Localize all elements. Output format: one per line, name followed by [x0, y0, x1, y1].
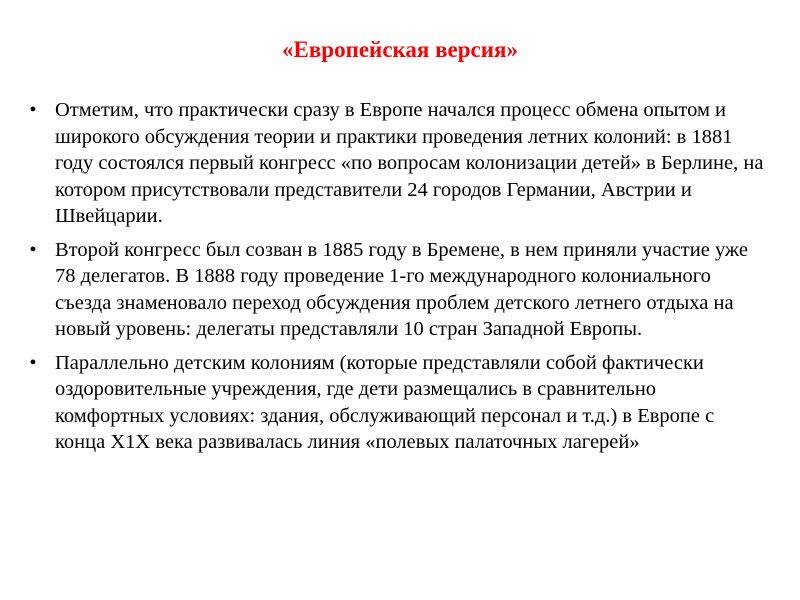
bullet-dot-icon: • [29, 99, 37, 121]
bullet-text: Параллельно детским колониям (которые представляли собой фактически оздоровительные учреждения, где дети размещались в сравнительно комфортных условиях: здания, обслуживающий персонал и т.д.) в Европе с конца Х1Х века развивалась линия «полевых палаточных лагерей» [55, 351, 715, 453]
slide-title: «Европейская версия» [282, 37, 518, 62]
bullet-text: Отметим, что практически сразу в Европе начался процесс обмена опытом и широкого обсуждения теории и практики проведения летних колоний: в 1881 году состоялся первый конгресс «по вопросам колонизации детей» в Берлине, на котором присутствовали представители 24 городов Германии, Австрии и Швейцарии. [55, 99, 764, 227]
bullet-dot-icon: • [29, 351, 37, 374]
bullet-list [26, 97, 766, 463]
bullet-item-1 [26, 97, 766, 230]
bullet-text: Второй конгресс был созван в 1885 году в Бремене, в нем приняли участие уже 78 делегатов. В 1888 году проведение 1-го международного колониального съезда знаменовало переход обсуждения проблем детского летнего отдыха на новый уровень: делегаты представляли 10 стран Западной Европы. [55, 238, 748, 340]
bullet-item-3 [26, 350, 766, 456]
bullet-dot-icon: • [29, 238, 37, 261]
bullet-item-2 [26, 237, 766, 343]
